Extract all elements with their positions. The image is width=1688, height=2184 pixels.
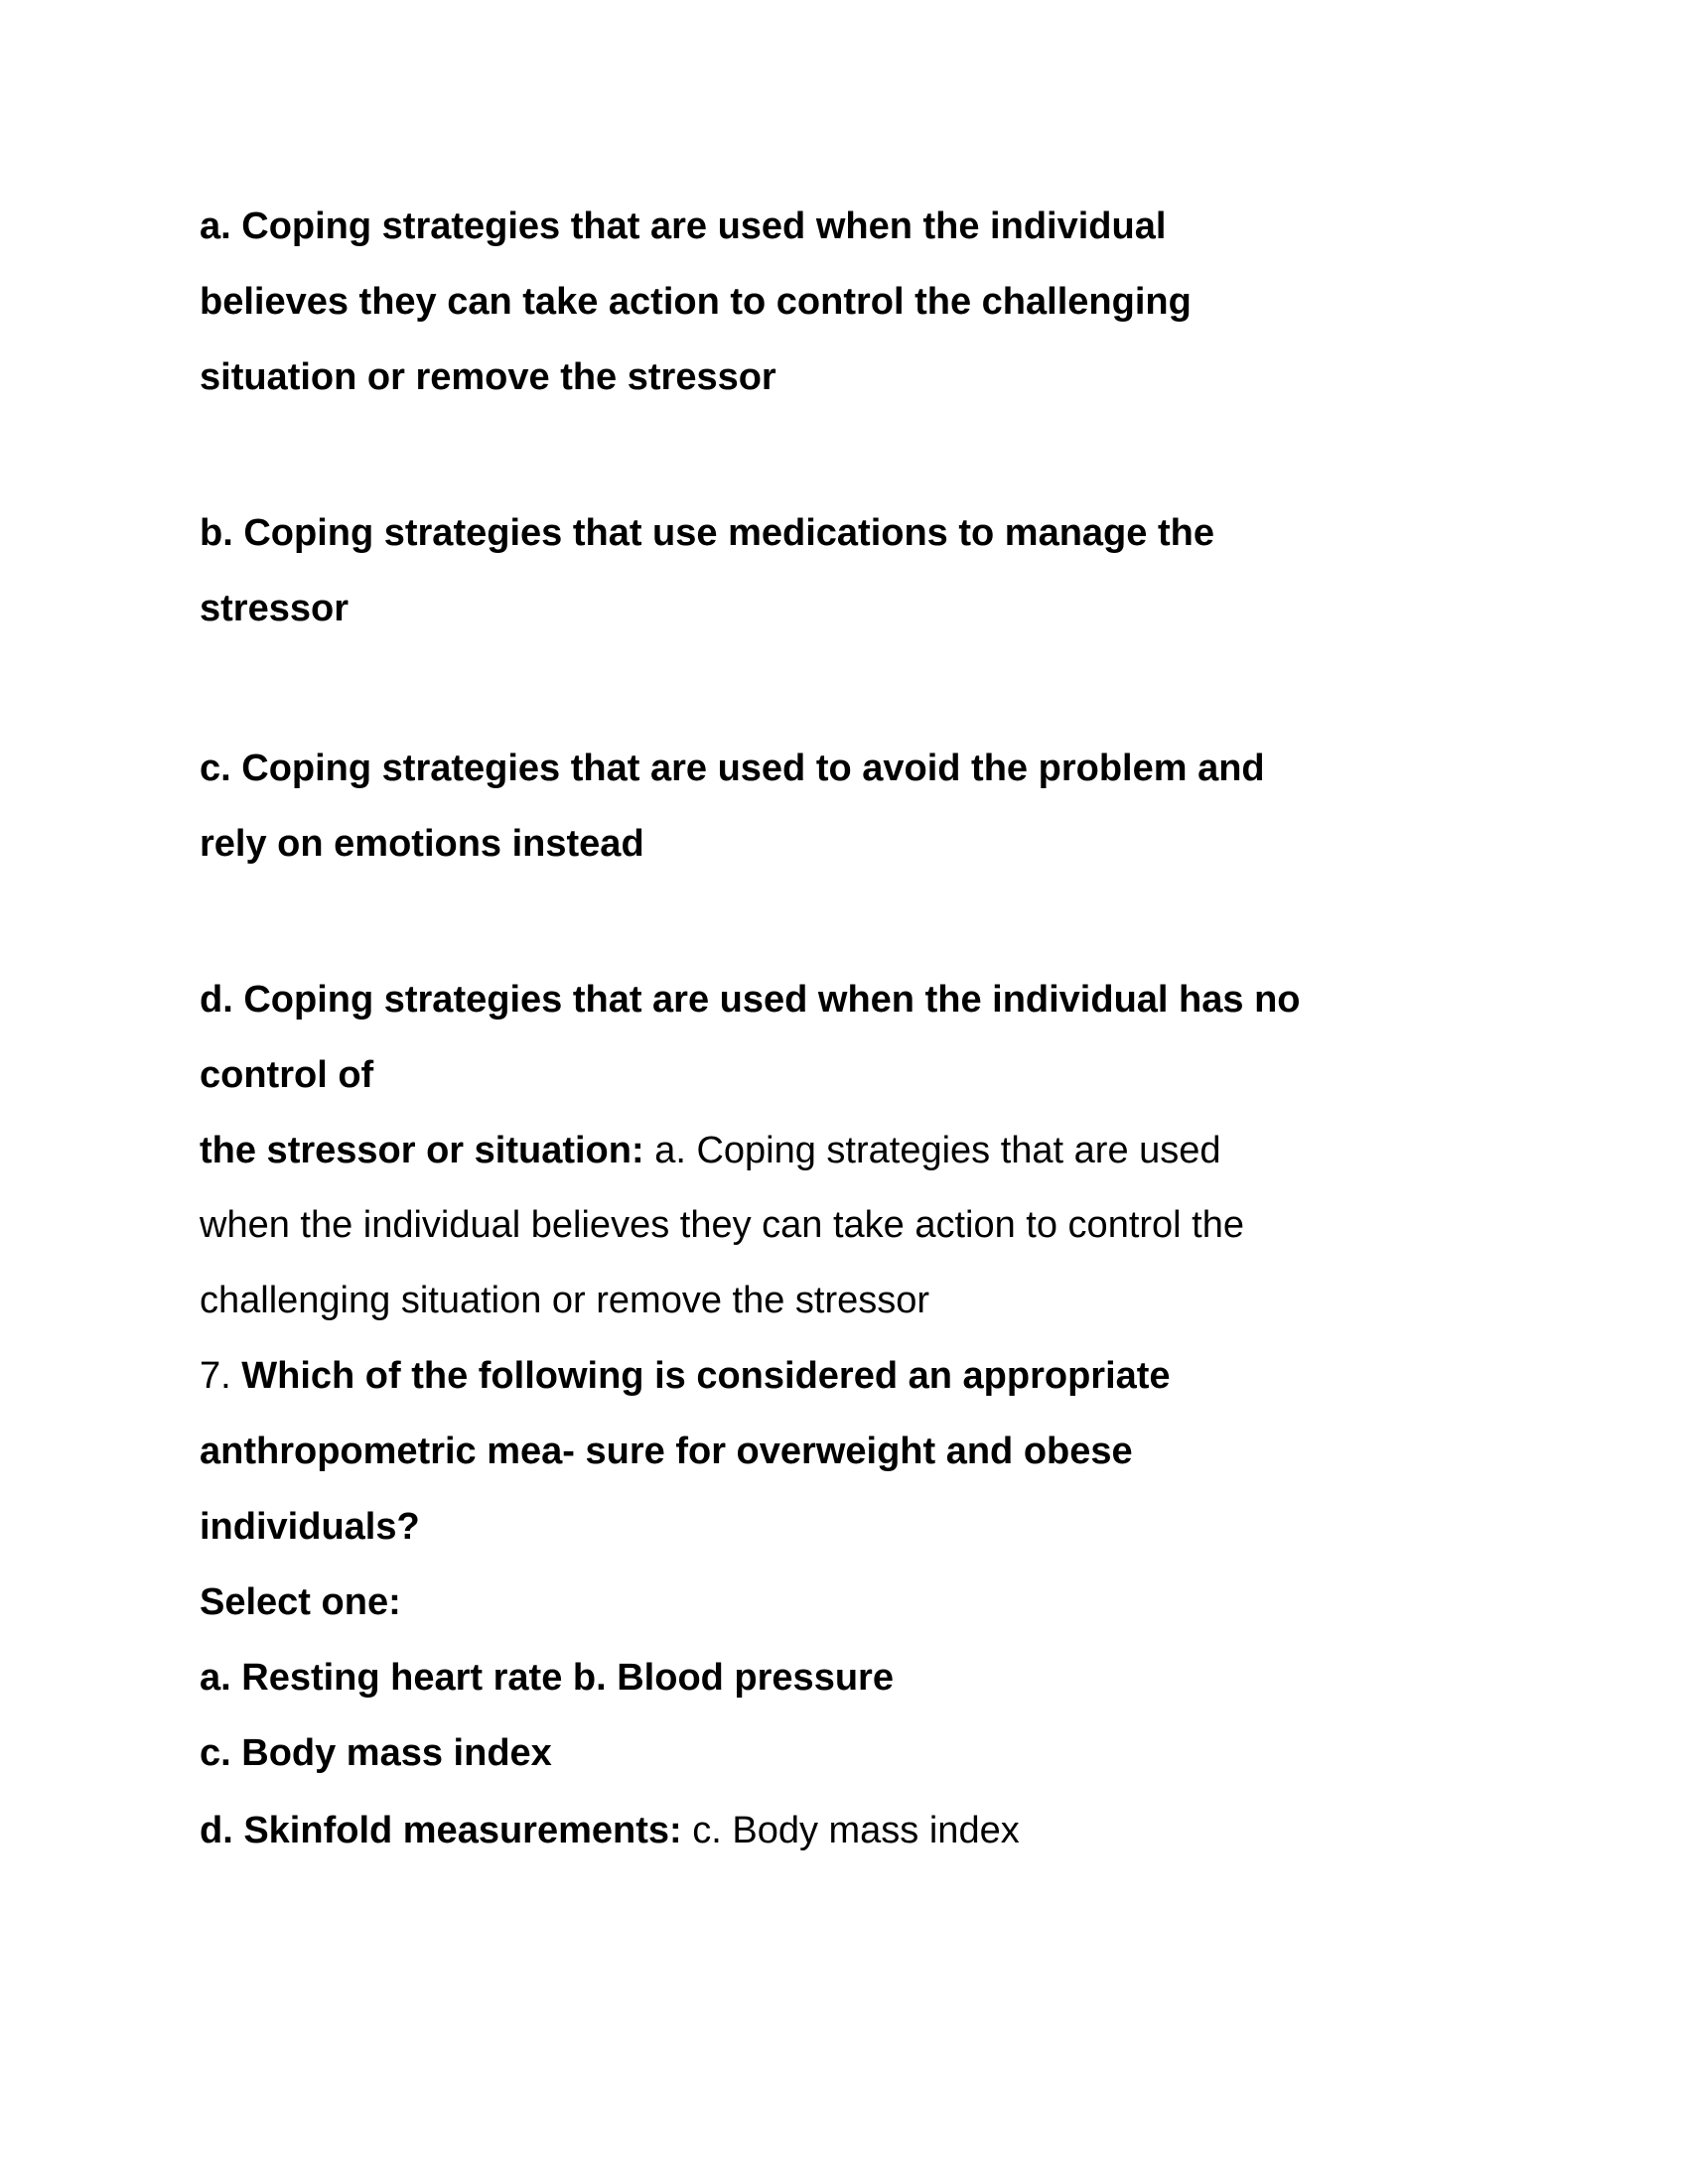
- question-7-line-1: [200, 1338, 1171, 1414]
- choice-d: d. Skinfold measurements:: [200, 1810, 682, 1851]
- option-b-line-2: stressor: [200, 588, 349, 629]
- answer-text-part-1: a. Coping strategies that are used: [643, 1130, 1221, 1171]
- question-7-line-3: individuals?: [200, 1506, 420, 1548]
- option-a-line-2: believes they can take action to control the challenging: [200, 281, 1192, 323]
- choice-line-d-with-answer: [200, 1793, 1020, 1868]
- question-7-line-2: anthropometric mea- sure for overweight and obese: [200, 1431, 1133, 1472]
- question-7-text-1: Which of the following is considered an appropriate: [230, 1355, 1171, 1397]
- option-c-line-2: rely on emotions instead: [200, 823, 644, 865]
- option-d-line-3-with-answer: [200, 1113, 1221, 1188]
- answer-text-line-3: challenging situation or remove the stressor: [200, 1280, 930, 1321]
- select-one-prompt: Select one:: [200, 1581, 401, 1623]
- choice-line-a-b: a. Resting heart rate b. Blood pressure: [200, 1657, 894, 1699]
- answer-text-line-2: when the individual believes they can take action to control the: [200, 1204, 1244, 1246]
- option-c-line-1: c. Coping strategies that are used to avoid the problem and: [200, 748, 1265, 789]
- question-7-answer: c. Body mass index: [681, 1810, 1020, 1851]
- question-number: 7.: [200, 1355, 231, 1397]
- option-b-line-1: b. Coping strategies that use medications to manage the: [200, 512, 1214, 554]
- option-d-line-2: control of: [200, 1054, 374, 1096]
- choice-line-c: c. Body mass index: [200, 1732, 552, 1774]
- option-a-line-1: a. Coping strategies that are used when the individual: [200, 205, 1167, 247]
- option-d-line-3: the stressor or situation:: [200, 1130, 644, 1171]
- option-d-line-1: d. Coping strategies that are used when the individual has no: [200, 979, 1301, 1021]
- option-a-line-3: situation or remove the stressor: [200, 356, 776, 398]
